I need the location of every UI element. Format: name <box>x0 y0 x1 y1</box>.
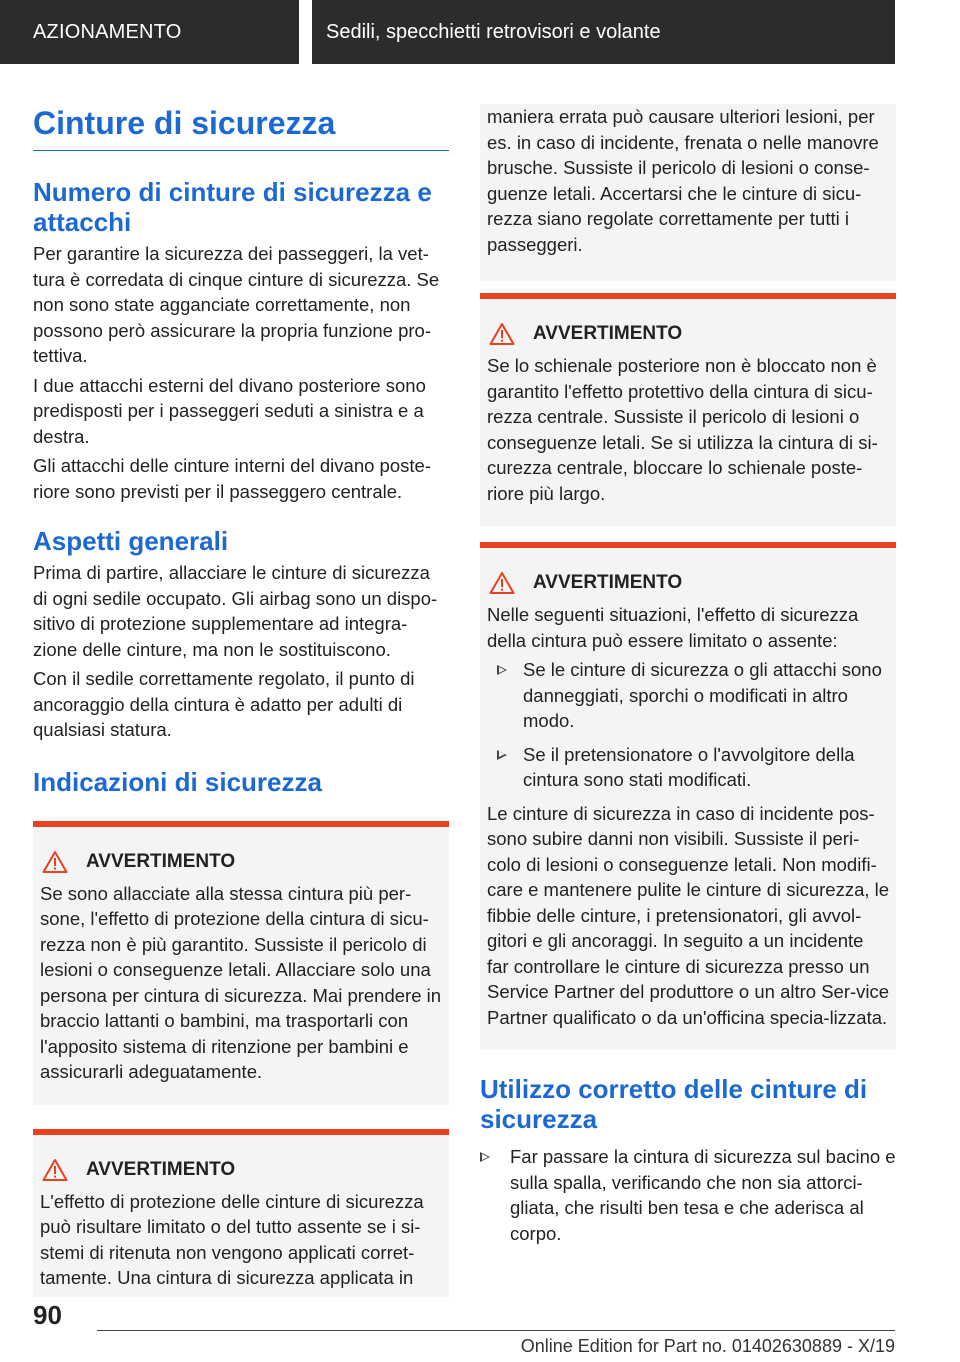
page-number: 90 <box>33 1300 62 1330</box>
warning-triangle-icon <box>42 1158 68 1182</box>
warning-text: Le cinture di sicurezza in caso di incidente pos-sono subire danni non visibili. Sussiste il peri-colo di lesioni o conseguenze letali. Non modifi-care e mantenere pulite le cinture di sicurezza, le fibbie delle cinture, i pretensionatori, gli avvol-gitori e gli ancoraggi. In seguito a un incidente far controllare le cinture di sicurezza presso un Service Partner del produttore o un altro Ser-vice Partner qualificato o da un'officina specia-lizzata. <box>487 802 890 1028</box>
warning-bullet-list <box>487 657 890 793</box>
warning-title-text: AVVERTIMENTO <box>533 323 683 344</box>
paragraph: Con il sedile correttamente regolato, il punto di ancoraggio della cintura è adatto per adulti di qualsiasi statura. <box>33 668 415 740</box>
heading-aspetti-generali: Aspetti generali <box>33 526 229 556</box>
heading-numero-cinture: Numero di cinture di sicurezza e attacchi <box>33 177 432 237</box>
page-title: Cinture di sicurezza <box>33 104 449 151</box>
warning-triangle-icon <box>42 850 68 874</box>
left-column <box>33 96 449 1297</box>
list-item <box>487 742 890 793</box>
list-item-text: Se le cinture di sicurezza o gli attacchi sono danneggiati, sporchi o modificati in altro modo. <box>523 659 882 731</box>
warning-box <box>480 293 896 526</box>
paragraph: Per garantire la sicurezza dei passeggeri, la vet-tura è corredata di cinque cinture di sicurezza. Se non sono state agganciate correttamente, non possono però assicurare la propria funzione pro-tettiva. <box>33 243 440 366</box>
header-section-label: AZIONAMENTO <box>0 0 299 64</box>
right-column <box>480 104 896 1254</box>
warning-text: Se lo schienale posteriore non è bloccato non è garantito l'effetto protettivo della cintura di sicu-rezza centrale. Sussiste il pericolo di lesioni o conseguenze letali. Se si utilizza la cintura di si-curezza centrale, bloccare lo schienale poste-riore più largo. <box>487 355 878 504</box>
heading-indicazioni-sicurezza: Indicazioni di sicurezza <box>33 766 322 797</box>
list-item <box>480 1144 896 1246</box>
paragraph: I due attacchi esterni del divano posteriore sono predisposti per i passeggeri seduti a sinistra e a destra. <box>33 374 426 447</box>
warning-box <box>33 1129 449 1297</box>
paragraph: Gli attacchi delle cinture interni del divano poste-riore sono previsti per il passeggero centrale. <box>33 455 431 502</box>
warning-title-text: AVVERTIMENTO <box>86 850 236 872</box>
warning-text: Se sono allacciate alla stessa cintura più per-sone, l'effetto di protezione della cintura di sicu-rezza non è più garantito. Sussiste il pericolo di lesioni o conseguenze letali. Allacciare solo una persona per cintura di sicurezza. Mai prendere in braccio lattanti o bambini, ma trasportarli con l'apposito sistema di ritenzione per bambini e assicurarli adeguatamente. <box>40 882 442 1082</box>
footer-divider <box>97 1330 895 1331</box>
list-item-text: Se il pretensionatore o l'avvolgitore della cintura sono stati modificati. <box>523 743 855 790</box>
warning-triangle-icon <box>489 571 515 595</box>
warning-title <box>40 849 443 875</box>
warning-text: maniera errata può causare ulteriori lesioni, per es. in caso di incidente, frenata o nelle manovre brusche. Sussiste il pericolo di lesioni o conse-guenze letali. Accertarsi che le cinture di sicu-rezza siano regolate correttamente per tutti i passeggeri. <box>487 106 879 255</box>
warning-box <box>480 542 896 1050</box>
bullet-triangle-icon <box>497 750 507 760</box>
warning-box <box>33 821 449 1105</box>
list-item-text: Far passare la cintura di sicurezza sul bacino e sulla spalla, verificando che non sia attorci-gliata, che risulti ben tesa e che aderisca al corpo. <box>510 1146 896 1244</box>
warning-title <box>40 1157 443 1183</box>
bullet-triangle-icon <box>480 1152 490 1162</box>
heading-utilizzo-corretto: Utilizzo corretto delle cinture di sicurezza <box>480 1074 868 1134</box>
warning-title <box>487 321 890 347</box>
header-chapter-title: Sedili, specchietti retrovisori e volante <box>312 0 895 64</box>
warning-title-text: AVVERTIMENTO <box>86 1158 236 1180</box>
warning-box-continued <box>480 104 896 281</box>
warning-triangle-icon <box>489 322 515 346</box>
warning-title <box>487 570 890 596</box>
warning-text: L'effetto di protezione delle cinture di sicurezza può risultare limitato o del tutto assente se i si-stemi di ritenuta non vengono applicati corret-tamente. Una cintura di sicurezza applicata in <box>40 1190 424 1288</box>
paragraph: Prima di partire, allacciare le cinture di sicurezza di ogni sedile occupato. Gli airbag sono un dispo-sitivo di protezione supplementare ad integra-zione delle cinture, ma non le sostituiscono. <box>33 562 438 660</box>
bullet-triangle-icon <box>497 665 507 675</box>
footer-edition-text: Online Edition for Part no. 01402630889 - X/19 <box>520 1336 895 1356</box>
list-item <box>487 657 890 734</box>
instruction-list <box>480 1144 896 1246</box>
warning-title-text: AVVERTIMENTO <box>533 572 683 593</box>
warning-text: Nelle seguenti situazioni, l'effetto di sicurezza della cintura può essere limitato o assente: <box>487 604 859 651</box>
